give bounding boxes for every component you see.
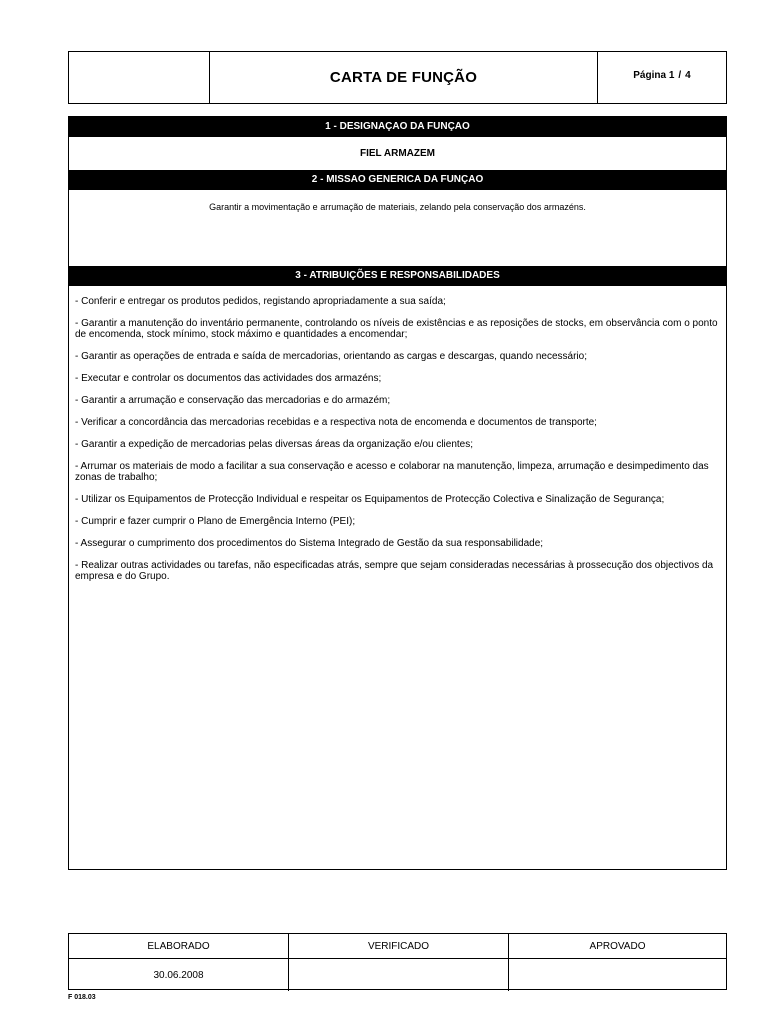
aprovado-value <box>509 959 726 991</box>
list-item: - Garantir a manutenção do inventário permanente, controlando os níveis de existências e as reposições de stocks, em observância com o ponto de encomenda, stock mínimo, stock máximo e quantidades a encomendar; <box>75 318 718 340</box>
list-item: - Utilizar os Equipamentos de Protecção Individual e respeitar os Equipamentos de Protecção Colectiva e Sinalização de Segurança; <box>75 494 665 505</box>
list-item: - Executar e controlar os documentos das actividades dos armazéns; <box>75 373 382 384</box>
approval-table <box>68 933 727 990</box>
elaborado-date: 30.06.2008 <box>69 959 289 991</box>
aprovado-header: APROVADO <box>589 940 646 952</box>
approval-value-row <box>69 959 726 991</box>
list-item: - Garantir a expedição de mercadorias pelas diversas áreas da organização e/ou clientes; <box>75 439 473 450</box>
section2-heading: 2 - MISSAO GENERICA DA FUNÇAO <box>69 170 726 190</box>
function-designation: FIEL ARMAZEM <box>360 148 435 159</box>
page-total: 4 <box>685 70 691 81</box>
generic-mission: Garantir a movimentação e arrumação de materiais, zelando pela conservação dos armazéns. <box>209 202 586 212</box>
elaborado-header: ELABORADO <box>69 934 289 958</box>
page-indicator <box>598 52 726 103</box>
approval-header-row <box>69 934 726 959</box>
list-item: - Garantir as operações de entrada e saída de mercadorias, orientando as cargas e descargas, quando necessário; <box>75 351 587 362</box>
list-item: - Arrumar os materiais de modo a facilitar a sua conservação e acesso e colaborar na manutenção, limpeza, arrumação e desimpedimento das zonas de trabalho; <box>75 461 709 483</box>
document-title: CARTA DE FUNÇÃO <box>210 52 598 103</box>
section3-heading: 3 - ATRIBUIÇÕES E RESPONSABILIDADES <box>69 266 726 286</box>
list-item: - Verificar a concordância das mercadorias recebidas e a respectiva nota de encomenda e documentos de transporte; <box>75 417 597 428</box>
page-label: Página 1 <box>633 70 675 81</box>
section1-heading: 1 - DESIGNAÇAO DA FUNÇAO <box>69 117 726 137</box>
document-header <box>68 51 727 104</box>
logo-cell <box>69 52 210 103</box>
list-item: - Conferir e entregar os produtos pedidos, registando apropriadamente a sua saída; <box>75 296 446 307</box>
list-item: - Realizar outras actividades ou tarefas, não especificadas atrás, sempre que sejam consideradas necessárias à prossecução dos objectivos da empresa e do Grupo. <box>75 560 714 582</box>
form-code: F 018.03 <box>68 994 96 1001</box>
main-content <box>68 116 727 870</box>
page-separator: / <box>678 70 682 81</box>
verificado-value <box>289 959 509 991</box>
verificado-header: VERIFICADO <box>289 934 509 958</box>
responsibilities-list <box>69 286 726 582</box>
list-item: - Assegurar o cumprimento dos procedimentos do Sistema Integrado de Gestão da sua responsabilidade; <box>75 538 544 549</box>
list-item: - Garantir a arrumação e conservação das mercadorias e do armazém; <box>75 395 391 406</box>
list-item: - Cumprir e fazer cumprir o Plano de Emergência Interno (PEI); <box>75 516 356 527</box>
